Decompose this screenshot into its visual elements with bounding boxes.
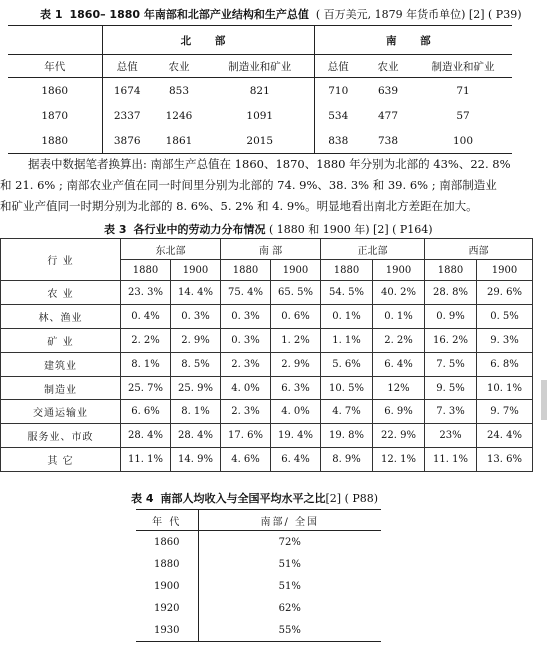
table3-cell: 10. 1% [477,376,533,400]
table1-cell-year: 1880 [41,134,69,147]
table3-region-northeast: 东北部 [121,239,221,260]
table3-cell-industry: 其 它 [1,448,121,472]
table3-year: 1880 [425,260,477,281]
table-row [1,400,533,424]
table3-cell: 0. 5% [477,304,533,328]
table3-cell: 2. 3% [221,352,271,376]
table3-cell: 8. 9% [321,448,373,472]
table3-region-north: 正北部 [321,239,425,260]
table1-cell: 2337 [102,103,152,128]
table-row [1,424,533,448]
table3-cell: 24. 4% [477,424,533,448]
table-row [1,448,533,472]
table3-cell: 6. 4% [271,448,321,472]
table3-cell-industry: 建筑业 [1,352,121,376]
table3-cell-industry: 农 业 [1,281,121,305]
table3-year: 1900 [271,260,321,281]
table3-cell: 8. 1% [171,400,221,424]
table3-cell: 6. 6% [121,400,171,424]
table4-header-ratio: 南部/ 全国 [198,510,381,531]
table4-cell-ratio: 62% [278,602,301,614]
table3-cell: 2. 2% [373,328,425,352]
table3-cell: 0. 1% [321,304,373,328]
table3-caption-label: 表 3 [104,223,127,236]
table1-cell: 57 [456,109,470,122]
table1-cell: 853 [168,84,190,97]
table3-year: 1880 [121,260,171,281]
table4-caption [131,490,378,506]
table-row [136,553,381,575]
table3-cell: 1. 2% [271,328,321,352]
table3-cell: 22. 9% [373,424,425,448]
table3-cell: 10. 5% [321,376,373,400]
table1 [8,25,512,154]
table-row [8,128,512,154]
table3-cell: 4. 6% [221,448,271,472]
table3-cell: 2. 9% [171,328,221,352]
table4-cell-year: 1930 [136,619,198,642]
table-row [1,352,533,376]
table-row [136,619,381,642]
paragraph-line-1: 据表中数据笔者换算出: 南部生产总值在 1860、1870、1880 年分别为北部的 43%、22. 8% [28,157,511,171]
table1-caption-note: ( 百万美元, 1879 年货币单位) [2] ( P39) [315,8,522,21]
table3-cell: 0. 1% [373,304,425,328]
table4-cell-year: 1920 [136,597,198,619]
table3-cell: 1. 1% [321,328,373,352]
table3-cell-industry: 交通运输业 [1,400,121,424]
table1-cell: 639 [377,84,399,97]
table3-cell: 28. 8% [425,281,477,305]
table3-cell: 19. 4% [271,424,321,448]
table3-region-south: 南 部 [221,239,321,260]
table1-caption [40,6,522,22]
table3-cell-industry: 制造业 [1,376,121,400]
table3-caption [104,221,433,237]
table1-cell: 838 [314,128,362,154]
table1-cell: 3876 [102,128,152,154]
table3-cell: 23% [425,424,477,448]
table3-cell: 54. 5% [321,281,373,305]
table3-cell: 40. 2% [373,281,425,305]
table3-cell: 9. 5% [425,376,477,400]
table3-cell: 23. 3% [121,281,171,305]
table-row [8,103,512,128]
table4-caption-title: 南部人均收入与全国平均水平之比 [160,492,326,505]
table3-cell: 0. 9% [425,304,477,328]
table3-year: 1880 [221,260,271,281]
table3-cell: 4. 0% [221,376,271,400]
table1-header-year: 年代 [8,55,102,78]
table3-cell: 75. 4% [221,281,271,305]
table3-cell: 2. 2% [121,328,171,352]
scrollbar-thumb[interactable] [541,380,547,420]
table3-cell-industry: 矿 业 [1,328,121,352]
table1-cell: 738 [377,134,399,147]
table3-cell: 11. 1% [425,448,477,472]
table3-cell: 6. 4% [373,352,425,376]
table3-cell: 19. 8% [321,424,373,448]
table-row [1,281,533,305]
table1-cell: 1861 [165,134,193,147]
table1-cell: 2015 [246,134,274,147]
table3-year: 1900 [373,260,425,281]
table1-cell: 710 [314,78,362,104]
table3-caption-title: 各行业中的劳动力分布情况 [133,223,266,236]
table3-cell: 9. 3% [477,328,533,352]
table-row [1,376,533,400]
table1-cell: 821 [249,84,270,97]
table3-cell: 4. 7% [321,400,373,424]
table3-cell-industry: 林、渔业 [1,304,121,328]
table1-cell: 477 [377,109,399,122]
table3-cell: 6. 9% [373,400,425,424]
table3-cell: 14. 9% [171,448,221,472]
table3-cell: 65. 5% [271,281,321,305]
table3-year: 1880 [321,260,373,281]
table3-cell: 2. 3% [221,400,271,424]
table3-cell: 4. 0% [271,400,321,424]
paragraph-line-2: 和 21. 6% ; 南部农业产值在同一时间里分别为北部的 74. 9%、38. 3% 和 39. 6% ; 南部制造业 [0,178,497,192]
table3-cell: 0. 6% [271,304,321,328]
table1-cell: 100 [453,134,474,147]
table3 [0,238,533,472]
table3-cell: 25. 9% [171,376,221,400]
table3-cell: 2. 9% [271,352,321,376]
paragraph-line-3: 和矿业产值同一时期分别为北部的 8. 6%、5. 2% 和 4. 9%。明显地看出南北方差距在加大。 [0,199,478,213]
table3-cell: 6. 8% [477,352,533,376]
table4-cell-year: 1880 [136,553,198,575]
table3-cell: 0. 3% [171,304,221,328]
table1-cell: 71 [456,84,470,97]
table4-header-year: 年 代 [136,510,198,531]
table-row [1,328,533,352]
table4-cell-year: 1900 [136,575,198,597]
table3-region-west: 西部 [425,239,533,260]
table3-header-industry: 行 业 [1,239,121,281]
table1-col-north-total: 总值 [102,55,152,78]
table4-caption-label: 表 4 [131,492,154,505]
table1-col-south-manu: 制造业和矿业 [414,55,512,78]
table-row [8,78,512,104]
table1-col-north-agri: 农业 [152,55,206,78]
table1-header-blank [8,26,102,55]
table1-cell: 1091 [246,109,274,122]
table-row [136,575,381,597]
table3-cell: 9. 7% [477,400,533,424]
table3-cell: 25. 7% [121,376,171,400]
table3-cell: 29. 6% [477,281,533,305]
table-row [136,531,381,554]
table3-year: 1900 [171,260,221,281]
table3-cell: 7. 3% [425,400,477,424]
table-row [136,597,381,619]
table4-cell-ratio: 55% [278,624,301,636]
table1-group-north: 北 部 [102,26,314,55]
table3-cell: 12. 1% [373,448,425,472]
table3-cell: 8. 5% [171,352,221,376]
table1-cell: 1246 [165,109,193,122]
table3-cell: 0. 4% [121,304,171,328]
table1-col-north-manu: 制造业和矿业 [206,55,314,78]
table4-cell-ratio: 51% [278,558,301,570]
table3-cell: 12% [373,376,425,400]
table3-cell: 6. 3% [271,376,321,400]
table3-body [1,281,533,472]
table4 [136,509,381,642]
table1-caption-title: 1860– 1880 年南部和北部产业结构和生产总值 [69,8,309,21]
table1-group-south: 南 部 [314,26,512,55]
table4-cell-ratio: 51% [278,580,301,592]
table3-caption-note: ( 1880 和 1900 年) [2] ( P164) [268,223,433,236]
table1-cell-year: 1870 [41,109,69,122]
table3-cell: 0. 3% [221,304,271,328]
table3-cell: 17. 6% [221,424,271,448]
table3-cell: 16. 2% [425,328,477,352]
table-row [1,304,533,328]
table3-cell: 13. 6% [477,448,533,472]
table3-cell: 0. 3% [221,328,271,352]
table1-col-south-agri: 农业 [362,55,414,78]
table4-cell-year: 1860 [136,531,198,554]
table1-cell-year: 1860 [41,84,69,97]
table4-caption-note: [2] ( P88) [325,492,379,505]
table3-cell: 7. 5% [425,352,477,376]
table1-col-south-total: 总值 [314,55,362,78]
table3-cell: 14. 4% [171,281,221,305]
table1-cell: 534 [314,103,362,128]
table3-cell: 5. 6% [321,352,373,376]
table3-year: 1900 [477,260,533,281]
table3-cell-industry: 服务业、市政 [1,424,121,448]
table3-cell: 8. 1% [121,352,171,376]
table4-cell-ratio: 72% [278,536,301,548]
table3-cell: 28. 4% [121,424,171,448]
table1-caption-label: 表 1 [40,8,63,21]
table3-cell: 11. 1% [121,448,171,472]
table3-cell: 28. 4% [171,424,221,448]
table1-cell: 1674 [102,78,152,104]
